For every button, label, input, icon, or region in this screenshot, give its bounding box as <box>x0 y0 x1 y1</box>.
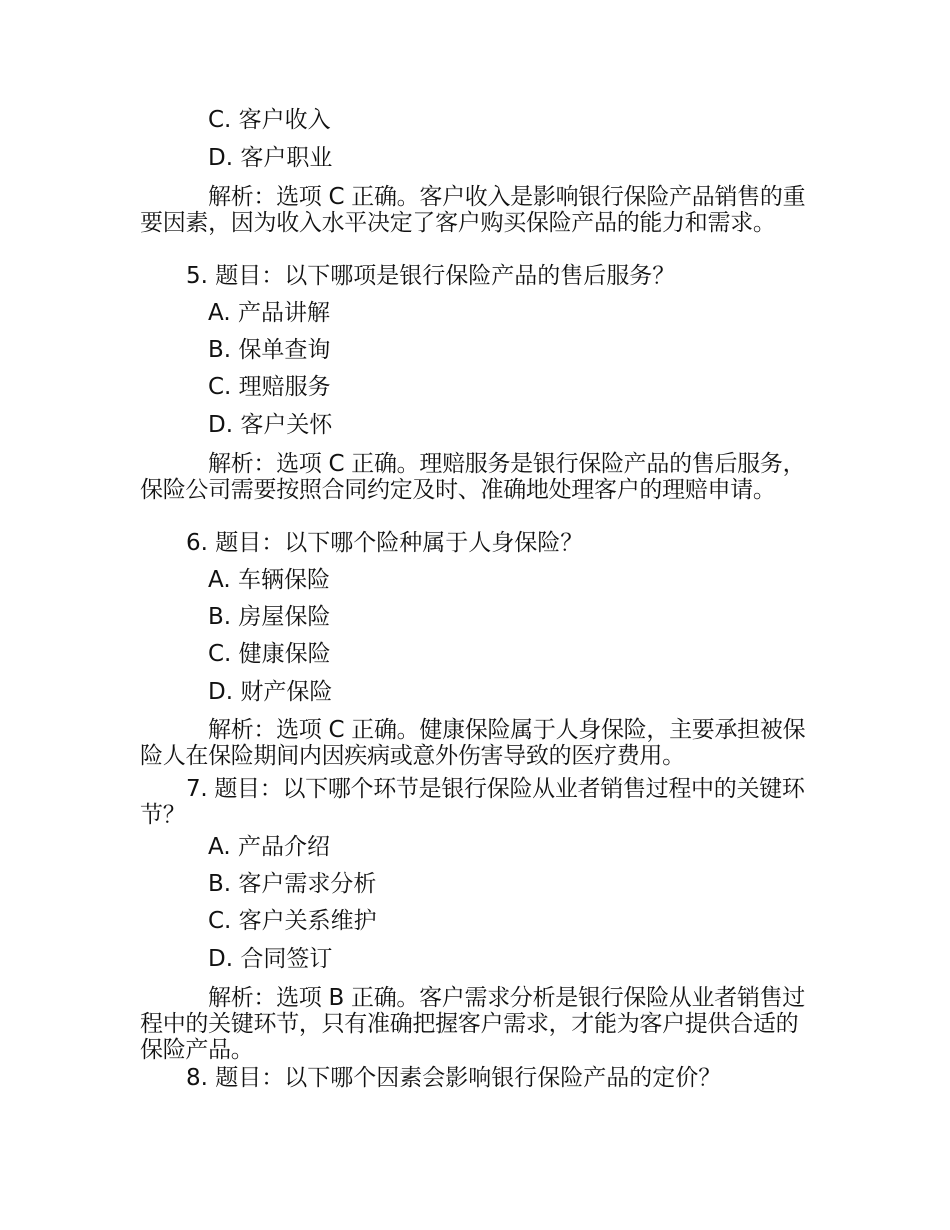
q5-option-b: B. 保单查询 <box>208 337 331 363</box>
q8-title: 8. 题目：以下哪个因素会影响银行保险产品的定价？ <box>186 1065 722 1091</box>
q5-title: 5. 题目：以下哪项是银行保险产品的售后服务？ <box>186 263 676 289</box>
q5-option-c: C. 理赔服务 <box>208 374 331 400</box>
q7-explanation: 解析：选项 B 正确。客户需求分析是银行保险从业者销售过程中的关键环节，只有准确把握客户需求，才能为客户提供合适的保险产品。 <box>140 985 806 1063</box>
q7-title: 7. 题目：以下哪个环节是银行保险从业者销售过程中的关键环节？ <box>140 776 805 828</box>
q5-explanation: 解析：选项 C 正确。理赔服务是银行保险产品的售后服务，保险公司需要按照合同约定及时、准确地处理客户的理赔申请。 <box>140 451 806 503</box>
q4-option-c: C. 客户收入 <box>208 107 331 133</box>
q7-option-b: B. 客户需求分析 <box>208 871 377 897</box>
q7-option-c: C. 客户关系维护 <box>208 908 377 934</box>
q6-title: 6. 题目：以下哪个险种属于人身保险？ <box>186 530 584 556</box>
q6-option-b: B. 房屋保险 <box>208 604 331 630</box>
q4-explanation: 解析：选项 C 正确。客户收入是影响银行保险产品销售的重要因素，因为收入水平决定了客户购买保险产品的能力和需求。 <box>140 184 806 236</box>
q7-option-a: A. 产品介绍 <box>208 834 330 860</box>
q5-option-d: D. 客户关怀 <box>208 412 333 438</box>
q5-option-a: A. 产品讲解 <box>208 300 330 326</box>
q6-option-d: D. 财产保险 <box>208 679 333 705</box>
q6-option-a: A. 车辆保险 <box>208 567 330 593</box>
q6-option-c: C. 健康保险 <box>208 641 331 667</box>
q6-explanation: 解析：选项 C 正确。健康保险属于人身保险，主要承担被保险人在保险期间内因疾病或意外伤害导致的医疗费用。 <box>140 717 806 769</box>
q7-option-d: D. 合同签订 <box>208 946 333 972</box>
q4-option-d: D. 客户职业 <box>208 145 333 171</box>
